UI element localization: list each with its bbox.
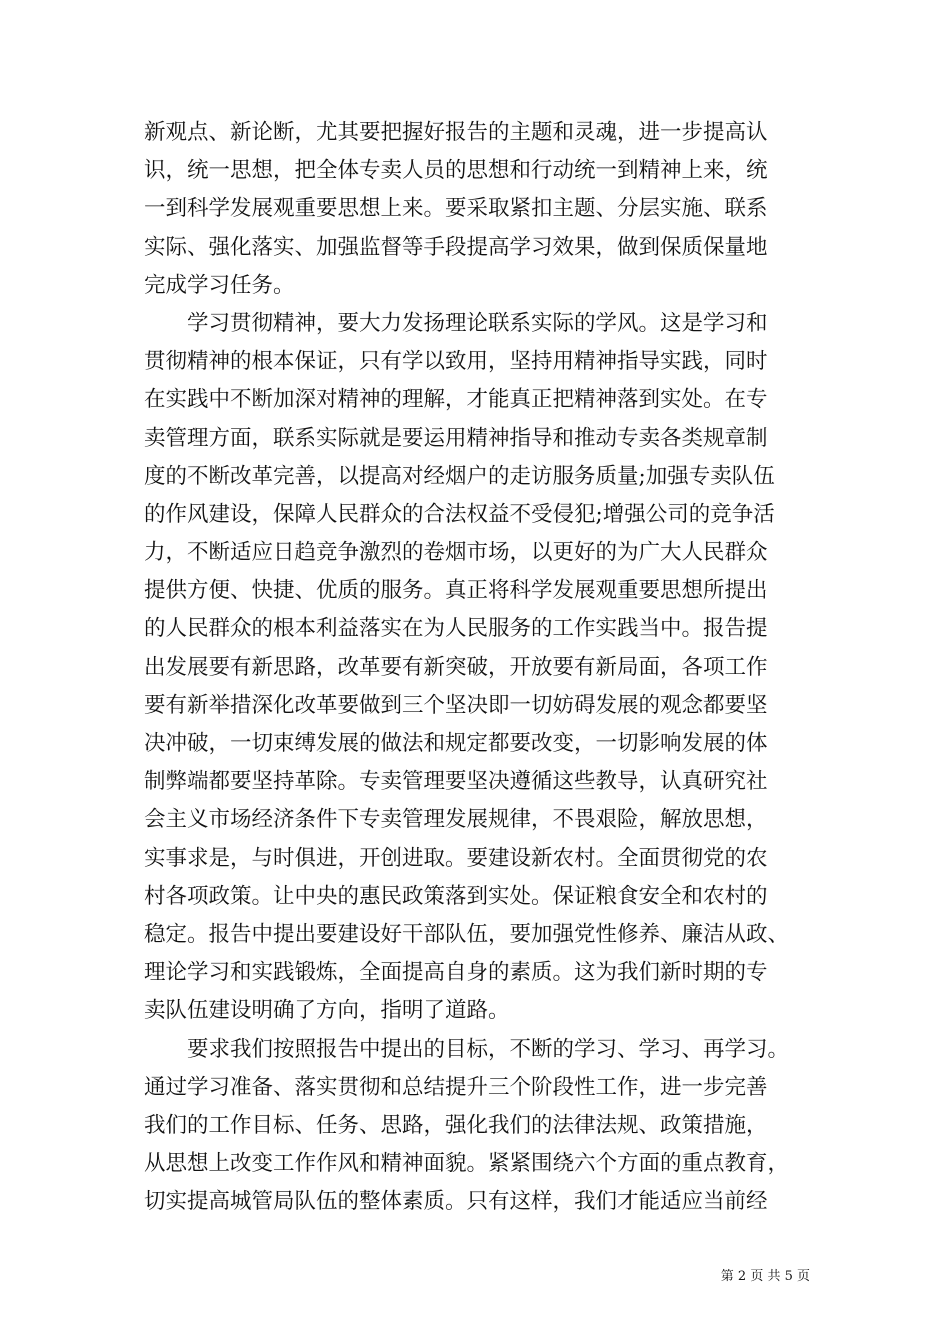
text-line: 卖管理方面，联系实际就是要运用精神指导和推动专卖各类规章制 <box>144 425 768 451</box>
page-number-footer: 第 2 页 共 5 页 <box>720 1269 810 1284</box>
text-line: 在实践中不断加深对精神的理解，才能真正把精神落到实处。在专 <box>144 387 768 413</box>
text-line: 一到科学发展观重要思想上来。要采取紧扣主题、分层实施、联系 <box>144 196 768 222</box>
text-line: 稳定。报告中提出要建设好干部队伍，要加强党性修养、廉洁从政、 <box>144 921 790 947</box>
text-line: 实事求是，与时俱进，开创进取。要建设新农村。全面贯彻党的农 <box>144 845 768 871</box>
text-line: 村各项政策。让中央的惠民政策落到实处。保证粮食安全和农村的 <box>144 883 768 909</box>
text-line: 我们的工作目标、任务、思路，强化我们的法律法规、政策措施， <box>144 1112 768 1138</box>
document-body <box>144 114 814 1221</box>
text-line: 的人民群众的根本利益落实在为人民服务的工作实践当中。报告提 <box>144 616 768 642</box>
text-line: 实际、强化落实、加强监督等手段提高学习效果，做到保质保量地 <box>144 234 768 260</box>
text-line: 会主义市场经济条件下专卖管理发展规律，不畏艰险，解放思想， <box>144 807 768 833</box>
text-line: 的作风建设，保障人民群众的合法权益不受侵犯;增强公司的竞争活 <box>144 501 775 527</box>
text-line-indented: 学习贯彻精神，要大力发扬理论联系实际的学风。这是学习和 <box>187 310 768 336</box>
text-line: 贯彻精神的根本保证，只有学以致用，坚持用精神指导实践，同时 <box>144 349 768 375</box>
paragraph-2 <box>144 305 814 1031</box>
text-line: 切实提高城管局队伍的整体素质。只有这样，我们才能适应当前经 <box>144 1189 768 1215</box>
paragraph-1 <box>144 114 814 305</box>
text-line: 卖队伍建设明确了方向，指明了道路。 <box>144 998 510 1024</box>
text-line: 力，不断适应日趋竞争激烈的卷烟市场，以更好的为广大人民群众 <box>144 540 768 566</box>
text-line: 从思想上改变工作作风和精神面貌。紧紧围绕六个方面的重点教育， <box>144 1151 790 1177</box>
text-line: 度的不断改革完善，以提高对经烟户的走访服务质量;加强专卖队伍 <box>144 463 775 489</box>
text-line: 提供方便、快捷、优质的服务。真正将科学发展观重要思想所提出 <box>144 578 768 604</box>
text-line-indented: 要求我们按照报告中提出的目标，不断的学习、学习、再学习。 <box>187 1036 790 1062</box>
text-line: 制弊端都要坚持革除。专卖管理要坚决遵循这些教导，认真研究社 <box>144 769 768 795</box>
text-line: 完成学习任务。 <box>144 272 295 298</box>
text-line: 决冲破，一切束缚发展的做法和规定都要改变，一切影响发展的体 <box>144 731 768 756</box>
text-line: 理论学习和实践锻炼，全面提高自身的素质。这为我们新时期的专 <box>144 960 768 986</box>
paragraph-3 <box>144 1031 814 1222</box>
text-line: 要有新举措深化改革要做到三个坚决即一切妨碍发展的观念都要坚 <box>144 692 768 718</box>
text-line: 出发展要有新思路，改革要有新突破，开放要有新局面，各项工作 <box>144 654 768 680</box>
text-line: 新观点、新论断，尤其要把握好报告的主题和灵魂，进一步提高认 <box>144 120 768 145</box>
text-line: 通过学习准备、落实贯彻和总结提升三个阶段性工作，进一步完善 <box>144 1074 768 1100</box>
text-line: 识，统一思想，把全体专卖人员的思想和行动统一到精神上来，统 <box>144 158 768 184</box>
